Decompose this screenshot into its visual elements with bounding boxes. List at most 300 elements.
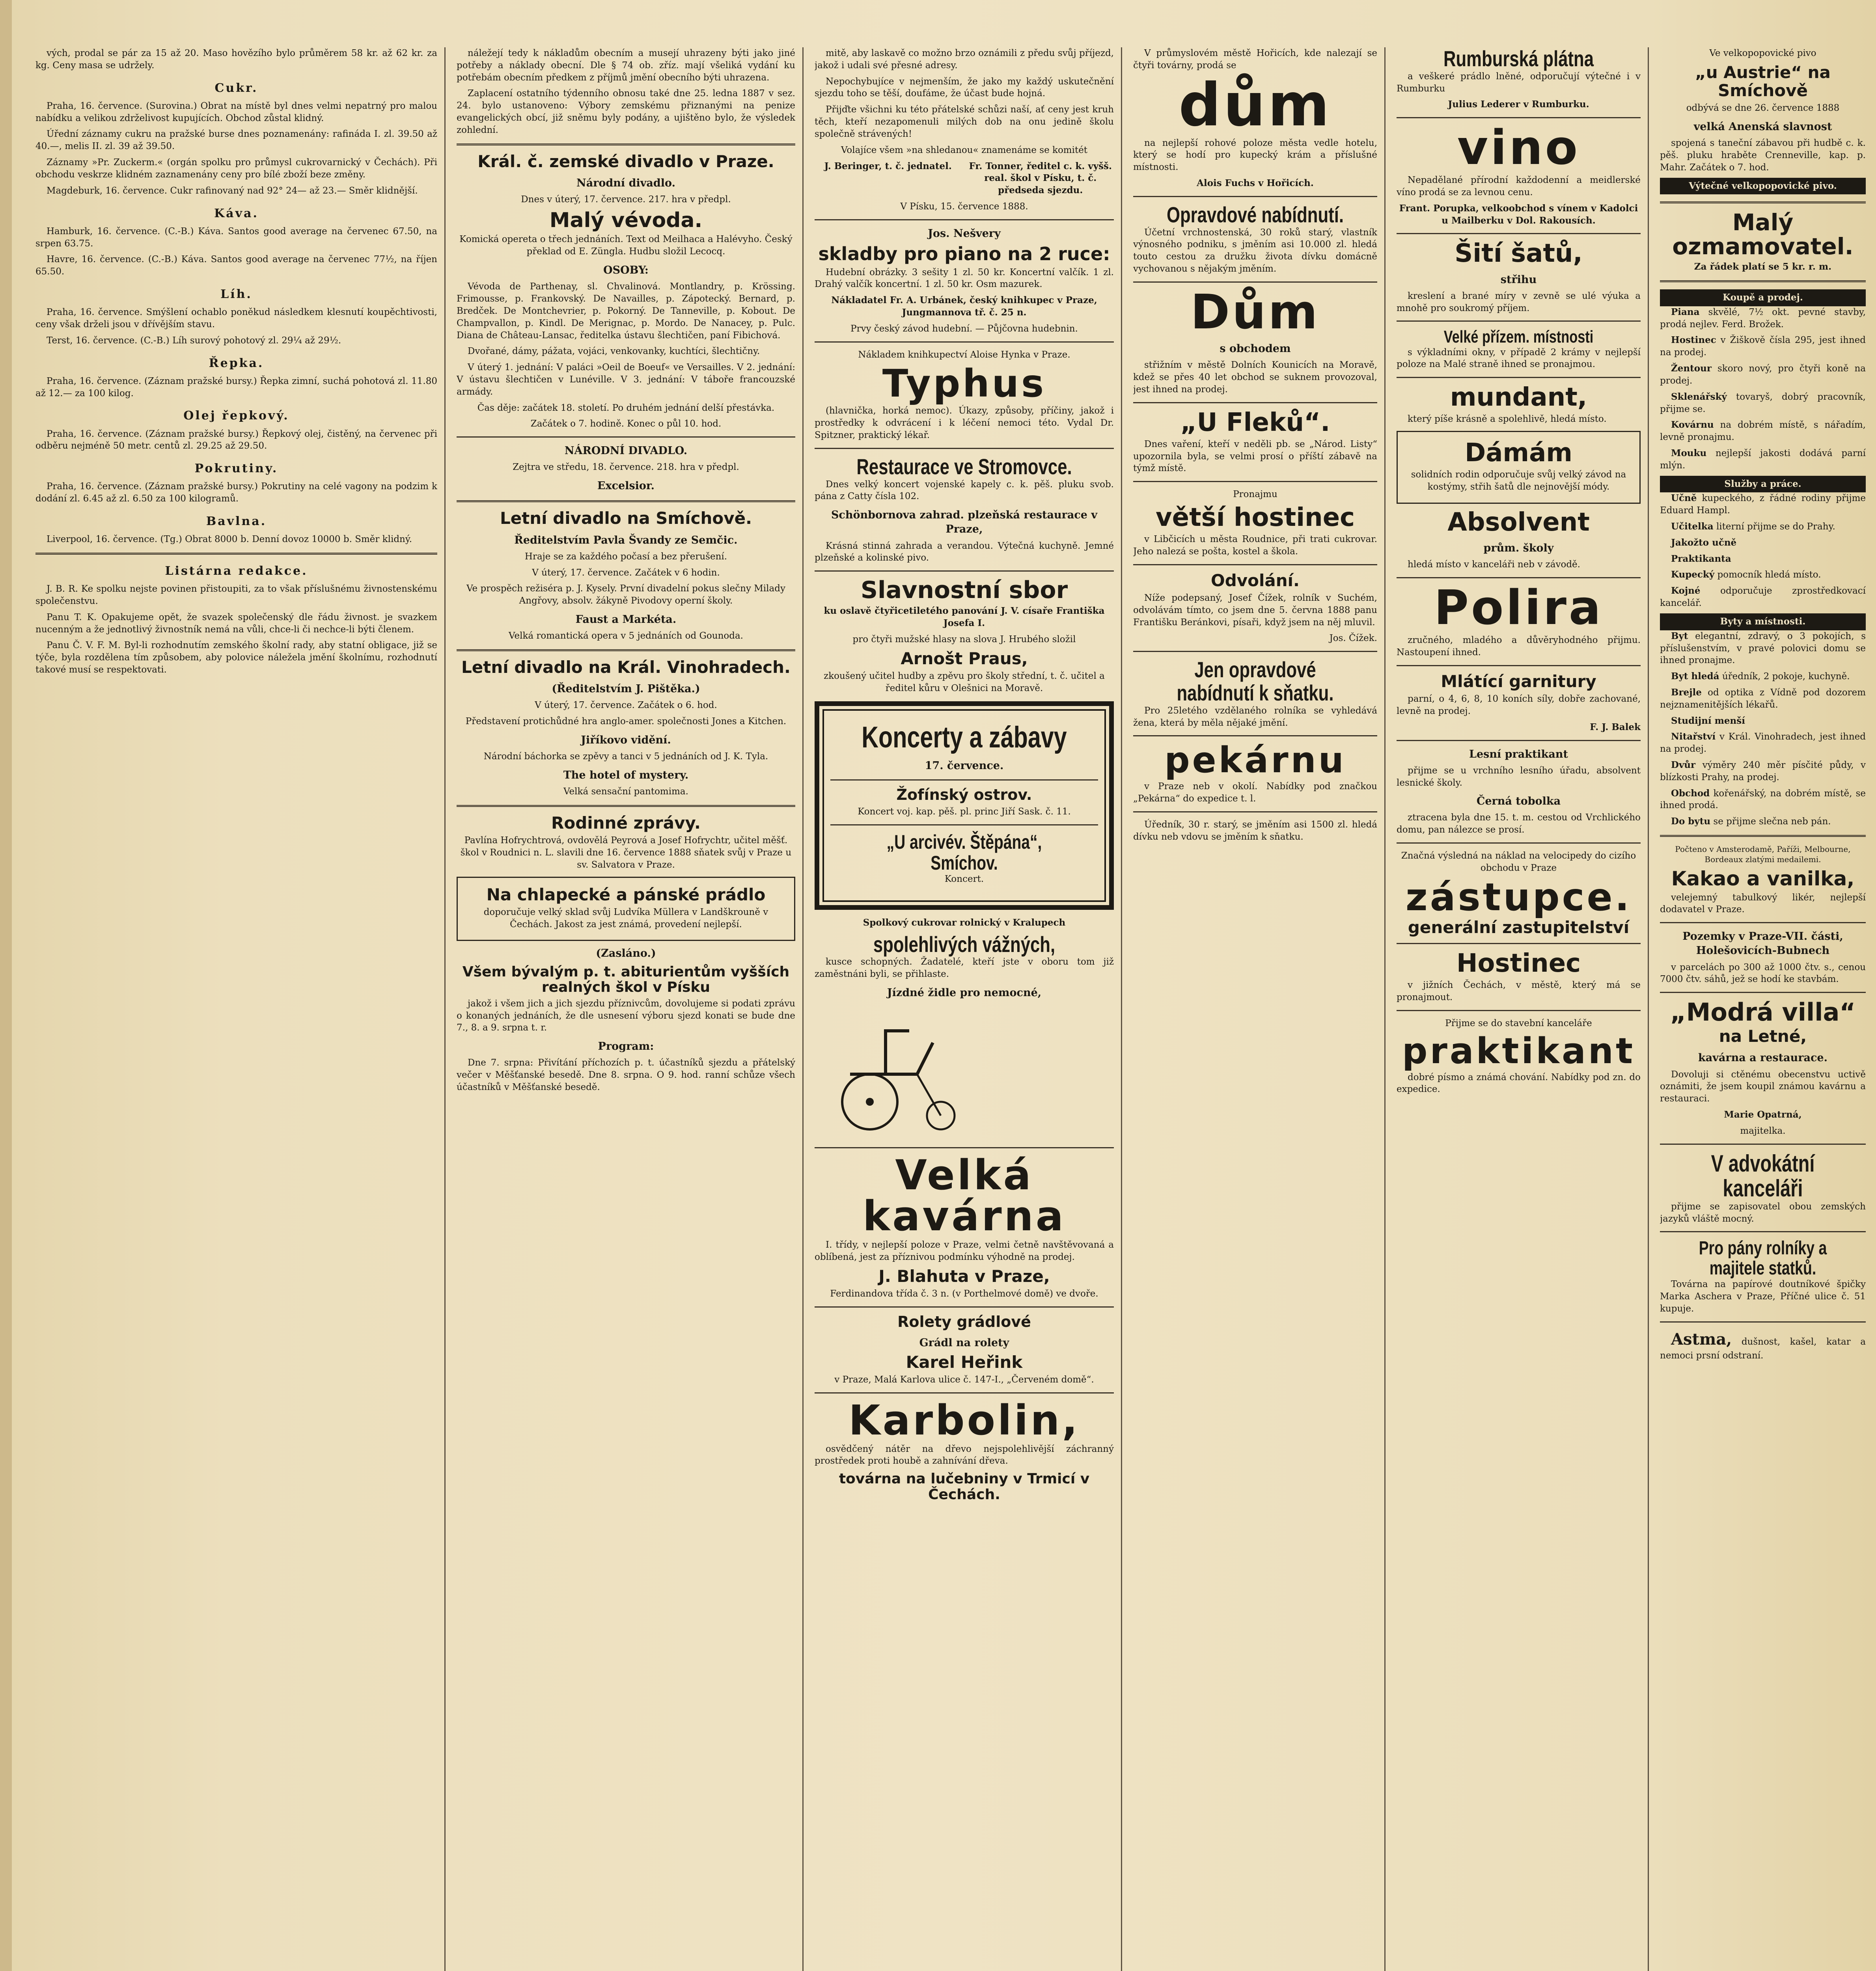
- wine-title: vino: [1457, 121, 1580, 176]
- linen-title: Na chlapecké a pánské prádlo: [486, 885, 766, 904]
- house1-title: dům: [1179, 71, 1332, 140]
- family-p1: Pavlína Hofrychtrová, ovdovělá Peyrová a Josef Hofrychtr, učitel měšť. škol v Roudnici n. L. slavili dne 16. července 1888 sňatek svůj v Praze u sv. Salvatora v Praze.: [460, 835, 792, 870]
- divider: [1660, 1144, 1866, 1145]
- hynek-publisher: Nákladem knihkupectví Aloise Hynka v Praze.: [858, 349, 1070, 360]
- study-room: Studijní menší: [1671, 715, 1745, 726]
- piano-ad: [1660, 306, 1866, 331]
- sugar-heading: Cukr.: [214, 81, 258, 95]
- alumni-p6: Volajíce všem »na shledanou« znamenáme se komitét: [841, 145, 1088, 155]
- theatre-note: Dvořané, dámy, pážata, vojáci, venkovanky, kuchtíci, šlechtičny.: [468, 346, 760, 357]
- school-p1: náležejí tedy k nákladům obecním a musejí uhrazeny býti jako jiné potřeby a náklady obecní. Dle § 74 ob. zříz. mají všeliká vydání ku potřebám obecním předkem z příjmů jmění obecního býti uhrazena.: [457, 48, 795, 83]
- vinohrady-p1: V úterý, 17. července. Začátek o 6. hod.: [535, 700, 717, 711]
- smichov-title: Letní divadlo na Smíchově.: [500, 509, 752, 528]
- alumni-p2: Dne 7. srpna: Přivítání příchozích p. t. účastníků sjezdu a přátelský večer v Měšťanské besedě. Dne 8. srpna. O 9. hod. ranní schůze všech účastníků v Měšťanské besedě.: [457, 1058, 795, 1092]
- divider: [1660, 201, 1866, 203]
- alumni-title: Všem bývalým p. t. abiturientům vyšších realných škol v Písku: [462, 963, 790, 996]
- teacher-text: literní přijme se do Prahy.: [1716, 522, 1835, 532]
- alumni-p1: jakož i všem jich a jich sjezdu příznivcům, dovolujeme si podati zprávu o konaných jednáních, že dle usnesení výboru sjezd konati se bude dne 7., 8. a 9. srpna t. r.: [457, 998, 795, 1033]
- threshers-text: parní, o 4, 6, 8, 10 koních síly, dobře zachované, levně na prodej.: [1397, 694, 1641, 716]
- smithy-text: na dobrém místě, s nářadím, levně pronajmu.: [1660, 420, 1866, 443]
- bicycle-text: Značná výsledná na náklad na velocipedy do cizího obchodu v Praze: [1401, 851, 1636, 873]
- lodging-ad: [1660, 816, 1866, 828]
- house1-contact: Alois Fuchs v Hořicích.: [1197, 178, 1314, 189]
- column-2: [457, 47, 804, 1971]
- trainee-intro: Přijme se do stavební kanceláře: [1445, 1018, 1592, 1028]
- nurse-text: odporučuje zprostředkovací kancelář.: [1660, 586, 1866, 609]
- divider: [1133, 651, 1377, 652]
- divider: [1397, 1010, 1641, 1011]
- farmers-title: Pro pány rolníky a majitele statků.: [1699, 1238, 1827, 1279]
- page-edge: [0, 0, 12, 1971]
- divider: [457, 805, 795, 807]
- inn3-word: Hostinec: [1671, 335, 1716, 346]
- theatre-close: Začátek o 7. hodině. Konec o půl 10. hod.: [530, 419, 722, 429]
- columns: [35, 47, 1866, 1971]
- lodging-word: Do bytu: [1671, 816, 1711, 827]
- glazier-ad: [1660, 391, 1866, 415]
- letters-p2: Panu T. K. Opakujeme opět, že svazek společenský dle řádu živnost. je svazkem nucenným a že jednotlivý živnostník nemá na vůli, chce-li či nechce-li býti členem.: [35, 612, 437, 635]
- inn2-title: Hostinec: [1456, 948, 1581, 978]
- theatre-subtitle: Národní divadlo.: [576, 177, 675, 189]
- flour-text: nejlepší jakosti dodává parní mlýn.: [1660, 448, 1866, 471]
- apprentice-text: kupeckého, z řádné rodiny přijme Eduard Hampl.: [1660, 493, 1866, 516]
- bakery-title: pekárnu: [1164, 740, 1346, 781]
- column-1: [35, 47, 446, 1971]
- farm-word: Dvůr: [1671, 760, 1696, 771]
- porupka: Frant. Porupka, velkoobchod s vínem v Kadolci u Mailberku v Dol. Rakousích.: [1399, 203, 1638, 226]
- threshers-title: Mlátící garnitury: [1441, 671, 1596, 691]
- letters-p3: Panu Č. V. F. M. Byl-li rozhodnutím zemského školní rady, aby statní obligace, již se týče, byla rozdělena tím způsobem, aby polovice náležela jmění školnímu, rozhodnutí takové musí se respektovati.: [35, 640, 437, 675]
- shop-word: Obchod: [1671, 788, 1710, 799]
- nurse-word: Kojné: [1671, 585, 1701, 596]
- beer-banner: Výtečné velkopopovické pivo.: [1660, 178, 1866, 195]
- typhus-title: Typhus: [882, 361, 1046, 406]
- anna-feast: velká Anenská slavnost: [1693, 121, 1832, 133]
- horse-mill-ad: [1660, 363, 1866, 387]
- arcivevoda-title: „U arcivév. Štěpána“, Smíchov.: [886, 831, 1042, 874]
- concerts-date: 17. července.: [925, 760, 1004, 772]
- zofin-text: Koncert voj. kap. pěš. pl. princ Jiří Sask. č. 11.: [858, 807, 1071, 817]
- divider: [1397, 320, 1641, 322]
- nd-play: Excelsior.: [597, 480, 655, 492]
- clerk-text: pomocník hledá místo.: [1717, 570, 1821, 580]
- program-heading: Program:: [598, 1040, 654, 1053]
- rent-label: Pronajmu: [1233, 489, 1277, 500]
- teacher-word: Učitelka: [1671, 521, 1714, 532]
- blue-villa-subtitle: na Letné,: [1719, 1026, 1807, 1046]
- divider: [815, 1306, 1114, 1308]
- glasses-ad: [1660, 687, 1866, 711]
- trainee-word: Praktikanta: [1671, 553, 1731, 564]
- housing-banner: Byty a místnosti.: [1660, 613, 1866, 630]
- linen-rumburk-text: a veškeré prádlo lněné, odporučují výtečné i v Rumburku: [1397, 71, 1641, 94]
- shop-text: kořenářský, na dobrém místě, se ihned prodá.: [1660, 788, 1866, 811]
- arcivevoda-text: Koncert.: [944, 874, 984, 885]
- vinohrady-play2: The hotel of mystery.: [563, 769, 689, 781]
- austria-title: „u Austrie“ na Smíchově: [1695, 62, 1831, 100]
- theatre-acts: V úterý 1. jednání: V paláci »Oeil de Boeuf« ve Versailles. V 2. jednání: V ústavu šlechtičen v Lunéville. V 3. jednání: V táboře francouzské armády.: [457, 362, 795, 397]
- divider: [1397, 233, 1641, 234]
- herink-text: v Praze, Malá Karlova ulice č. 147-I., „Červeném domě“.: [834, 1374, 1094, 1385]
- divider: [830, 824, 1098, 825]
- divider: [1133, 402, 1377, 403]
- shops-title: Velké přízem. místnosti: [1443, 327, 1594, 347]
- composer: Arnošt Praus,: [901, 648, 1028, 668]
- marriage-title: Jen opravdové nabídnutí k sňatku.: [1177, 657, 1334, 706]
- divider: [1397, 842, 1641, 844]
- divider: [1397, 117, 1641, 118]
- law-office-title: V advokátní kanceláři: [1711, 1150, 1815, 1202]
- flat-ad: [1660, 630, 1866, 667]
- apprentice-word: Učně: [1671, 493, 1697, 504]
- smichov-p3: Ve prospěch režiséra p. J. Kysely. První divadelní pokus slečny Milady Angřovy, absolv. žákyně Pivodovy operní školy.: [466, 583, 785, 606]
- marriage-text: Pro 25letého vzdělaného rolníka se vyhledává žena, která by měla nějaké jmění.: [1133, 705, 1377, 728]
- concerts-box: [815, 701, 1114, 909]
- austria-date: odbývá se dne 26. července 1888: [1686, 103, 1840, 114]
- theatre-title: Král. č. zemské divadlo v Praze.: [477, 151, 774, 171]
- house2-subtitle: s obchodem: [1220, 342, 1291, 355]
- vinohrady-play: Jiříkovo vidění.: [581, 734, 671, 746]
- cast-list: Vévoda de Parthenay, sl. Chvalinová. Montlandry, p. Krössing. Frimousse, p. Frankovský. De Navailles, p. Zápotecký. Bernard, p. Bredček. De Montchevrier, p. Pokorný. De Tanneville, p. Kobout. De Champvallon, p. Kindl. De Merignac, p. Mordo. De Nanacey, p. Pulc. Diana de Château-Lansac, ředitelka ústavu šlechtičen, paní Fibichová.: [457, 281, 795, 341]
- blahuta-title: J. Blahuta v Praze,: [878, 1266, 1050, 1286]
- divider: [1397, 377, 1641, 378]
- asthma-text: dušnost, kašel, katar a nemoci prsní odstraní.: [1660, 1336, 1866, 1361]
- divider: [1660, 280, 1866, 282]
- coffee-p2: Havre, 16. července. (C.-B.) Káva. Santos good average na červenec 77½, na říjen 65.50.: [35, 254, 437, 277]
- smithy-word: Kovárnu: [1671, 419, 1714, 430]
- vinohrady-p4: Velká sensační pantomima.: [563, 786, 688, 797]
- farm-ad: [1660, 759, 1866, 784]
- tailoring-text: kreslení a brané míry v zevně se ulé výuka a mnohě pro soukromý příjem.: [1397, 291, 1641, 313]
- retraction-sign: Jos. Čížek.: [1329, 633, 1377, 644]
- apprentice-ad: [1660, 492, 1866, 517]
- blue-villa-title: „Modrá villa“: [1670, 998, 1856, 1027]
- horse-mill-text: skoro nový, pro čtyři koně na prodej.: [1660, 363, 1866, 386]
- sugar-p4: Magdeburk, 16. července. Cukr rafinovaný nad 92° 24— až 23.— Směr klidnější.: [47, 185, 418, 196]
- divider: [1133, 811, 1377, 812]
- foreman-text: zručného, mladého a důvěryhodného přijmu. Nastoupení ihned.: [1397, 635, 1641, 658]
- representation-title: generální zastupitelství: [1408, 917, 1630, 937]
- divider: [815, 219, 1114, 220]
- wheelchair-title: Jízdné židle pro nemocné,: [887, 987, 1042, 999]
- composer-text: zkoušený učitel hudby a zpěvu pro školy střední, t. č. učitel a ředitel kůru v Olešnici na Moravě.: [824, 671, 1105, 693]
- house2-title: Dům: [1190, 285, 1320, 340]
- oil-p1: Praha, 16. července. (Záznam pražské bursy.) Řepkový olej, čistěný, na červenec při odběru nejméně 50 metr. centů zl. 29.25 až 29.50.: [35, 428, 437, 451]
- cocoa-text: velejemný tabulkový likér, nejlepší dodavatel v Praze.: [1660, 892, 1866, 915]
- shops-text: s výkladními okny, v případě 2 krámy v nejlepší poloze na Malé straně ihned se pronajmou.: [1397, 347, 1641, 370]
- bakery-text: v Praze neb v okolí. Nabídky pod značkou „Pekárna“ do expedice t. l.: [1133, 781, 1377, 804]
- divider: [1133, 281, 1377, 283]
- smithy-ad: [1660, 419, 1866, 443]
- austria-text: spojená s taneční zábavou při hudbě c. k. pěš. pluku hraběte Crenneville, kap. p. Mahr. Začátek o 7. hod.: [1660, 138, 1866, 173]
- divider: [1397, 943, 1641, 944]
- blinds-subtitle: Grádl na rolety: [919, 1336, 1009, 1349]
- composer-name: Jos. Nešvery: [928, 227, 1001, 240]
- sugar-p2: Úřední záznamy cukru na pražské burse dnes poznamenány: rafináda I. zl. 39.50 až 40.—, melis II. zl. 39 až 39.50.: [35, 129, 437, 152]
- carbolineum-title: Karbolin,: [848, 1396, 1080, 1444]
- garden-text: Krásná stinná zahrada a verandou. Výtečná kuchyně. Jemné plzeňské a kolinské pivo.: [815, 540, 1114, 563]
- divider: [1397, 740, 1641, 741]
- cotton-p1: Liverpool, 16. července. (Tg.) Obrat 8000 b. Denní dovoz 10000 b. Směr klidný.: [47, 534, 412, 545]
- threadshop-ad: [1660, 731, 1866, 755]
- flat-wanted-ad: [1660, 671, 1866, 683]
- divider: [830, 779, 1098, 781]
- flek-text: Dnes vaření, kteří v neděli pb. se „Národ. Listy“ upozornila byla, se velmi prosí o příští zábavě na týmž místě.: [1133, 439, 1377, 474]
- flat-word: Byt: [1671, 630, 1688, 641]
- chorus-text: pro čtyři mužské hlasy na slova J. Hrubého složil: [852, 634, 1076, 645]
- lodging-text: se přijme slečna neb pán.: [1713, 816, 1831, 827]
- column-6: [1660, 47, 1873, 1971]
- publisher: Nákladatel Fr. A. Urbánek, český knihkupec v Praze, Jungmannova tř. č. 25 n.: [831, 295, 1097, 318]
- farm-text: výměry 240 měr písčité půdy, v blízkosti Prahy, na prodej.: [1660, 760, 1866, 782]
- graduate-subtitle: prům. školy: [1483, 542, 1554, 555]
- divider: [1397, 665, 1641, 666]
- piano-title: skladby pro piano na 2 ruce:: [818, 243, 1110, 265]
- lederer: Julius Lederer v Rumburku.: [1448, 99, 1589, 110]
- divider: [457, 143, 795, 145]
- spirit-heading: Líh.: [220, 287, 252, 301]
- inn-text: v Libčicích u města Roudnice, při trati cukrovar. Jeho nalezá se pošta, kostel a škola.: [1133, 534, 1377, 557]
- forestry-text: přijme se u vrchního lesního úřadu, absolvent lesnické školy.: [1397, 765, 1641, 788]
- glasses-text: od optika z Vídně pod dozorem nejznamenitějších lékařů.: [1660, 687, 1866, 710]
- vinohrady-title: Letní divadlo na Král. Vinohradech.: [461, 657, 791, 677]
- shop-ad: [1660, 788, 1866, 812]
- opatrna: Marie Opatrná,: [1724, 1109, 1802, 1120]
- house2-text: střižním v městě Dolních Kounicích na Moravě, kdež se přes 40 let obchod se suknem provozoval, jest ihned na prodej.: [1133, 360, 1377, 395]
- flat-text: elegantní, zdravý, o 3 pokojích, s příslušenstvím, v pravé polovici domu se ihned pronajme.: [1660, 631, 1866, 666]
- scales-text: kusce schopných. Žadatelé, kteří jste v oboru tom již zaměstnáni byli, se přihlaste.: [815, 957, 1114, 980]
- austria-top: Ve velkopopovické pivo: [1709, 48, 1816, 58]
- divider: [1133, 196, 1377, 197]
- linen-text: doporučuje velký sklad svůj Ludvíka Müllera v Landškrouně v Čechách. Jakost za jest známá, provedení nejlepší.: [483, 907, 768, 930]
- nd-title: NÁRODNÍ DIVADLO.: [564, 445, 688, 457]
- tailoring-subtitle: střihu: [1500, 273, 1537, 286]
- medals-text: Počteno v Amsterodamě, Paříži, Melbourne, Bordeaux zlatými medailemi.: [1675, 844, 1851, 864]
- market-intro: vých, prodal se pár za 15 až 20. Maso hovězího bylo průměrem 58 kr. až 62 kr. za kg. Ceny masa se udržely.: [35, 48, 437, 71]
- law-office-text: přijme se zapisovatel obou zemských jazyků vláště mocný.: [1660, 1201, 1866, 1224]
- buy-sell-banner: Koupě a prodej.: [1660, 289, 1866, 306]
- glazier-word: Sklenářský: [1671, 391, 1727, 402]
- scribe-title: mundant,: [1450, 383, 1587, 412]
- inn3-text: v Žiškově čísla 295, jest ihned na prodej.: [1660, 335, 1866, 358]
- divider: [1660, 922, 1866, 923]
- blue-villa-subtitle2: kavárna a restaurace.: [1698, 1052, 1828, 1064]
- trainee-text: dobré písmo a známá chování. Nabídky pod zn. do expedice.: [1397, 1072, 1641, 1095]
- wine-text: Nepadělané přírodní každodenní a meidlerské víno prodá se za levnou cenu.: [1397, 175, 1641, 198]
- vinohrady-subtitle: (Ředitelstvím J. Pištěka.): [552, 683, 700, 695]
- foreman-title: Polira: [1434, 581, 1603, 636]
- divider: [1660, 1231, 1866, 1232]
- sent-heading: (Zasláno.): [596, 947, 656, 960]
- asthma-word: Astma,: [1671, 1330, 1732, 1349]
- restaurant-text: Dnes velký koncert vojenské kapely c. k. pěš. pluku svob. pána z Catty čísla 102.: [815, 479, 1114, 502]
- oilcake-p1: Praha, 16. července. (Záznam pražské bursy.) Pokrutiny na celé vagony na podzim k dodání zl. 6.45 až zl. 6.50 za 100 kilogramů.: [35, 481, 437, 504]
- divider: [35, 553, 437, 555]
- ladies-text: solidních rodin odporučuje svůj velký závod na kostýmy, střih šatů dle nejnovější módy.: [1411, 469, 1626, 492]
- cafe-text: I. třídy, v nejlepší poloze v Praze, velmi četně navštěvovaná a oblíbená, jest za příznivou podmínku výhodně na prodej.: [815, 1240, 1114, 1262]
- forestry-title: Lesní praktikant: [1469, 748, 1568, 760]
- opatrna-role: majitelka.: [1740, 1125, 1786, 1136]
- herink-title: Karel Heřink: [906, 1352, 1023, 1372]
- vinohrady-p2: Představení protichůdné hra anglo-amer. společnosti Jones a Kitchen.: [465, 716, 787, 727]
- land-title: Pozemky v Praze-VII. části, Holešovicích-Bubnech: [1682, 930, 1843, 957]
- family-title: Rodinné zprávy.: [551, 813, 701, 833]
- school-p2: Zaplacení ostatního týdenního obnosu také dne 25. ledna 1887 v sez. 24. bylo ustanoveno: Výbory zemskému přiznanými na penize evangelických obcí, již sněmu byly podány, a ujištěno bylo, že výsledek zohlední.: [457, 88, 795, 135]
- threadshop-text: v Král. Vinohradech, jest ihned na prodej.: [1660, 732, 1866, 754]
- cocoa-title: Kakao a vanilka,: [1671, 867, 1855, 890]
- linen-ad: [457, 877, 795, 941]
- alumni-p4: Nepochybujíce v nejmenším, že jako my každý uskutečnění sjezdu toho se těší, doufáme, že účast bude hojná.: [815, 76, 1114, 99]
- offer-text: Účetní vrchnostenská, 30 roků starý, vlastník výnosného podniku, s jměním asi 10.000 zl. hledá touto cestou za družku života dívku domácně vychovanou s nějakým jměním.: [1133, 227, 1377, 274]
- offer-title: Opravdové nabídnutí.: [1167, 202, 1344, 227]
- piano-text: Hudební obrázky. 3 sešity 1 zl. 50 kr. Koncertní valčík. 1 zl. Drahý valčík koncertní. 1 zl. 50 kr. Osm mazurek.: [815, 267, 1114, 290]
- divider: [1660, 1321, 1866, 1323]
- cafe-title: Velká kavárna: [863, 1151, 1066, 1241]
- publisher-note: Prvy český závod hudební. — Půjčovna hudebnin.: [850, 323, 1078, 334]
- sugar-p1: Praha, 16. července. (Surovina.) Obrat na místě byl dnes velmi nepatrný pro malou nabídku a velikou zdrželivost kupujících. Obchod zůstal klidný.: [35, 101, 437, 123]
- inn3-ad: [1660, 334, 1866, 359]
- signature-1: J. Beringer, t. č. jednatel.: [824, 160, 952, 171]
- signatures: [815, 160, 1114, 201]
- farmers-text: Továrna na papírové doutníkové špičky Marka Aschera v Praze, Příčné ulice č. 51 kupuje.: [1660, 1279, 1866, 1314]
- blue-villa-text: Dovoluji si ctěnému obecenstvu uctivě oznámiti, že jsem koupil známou kavárnu a restauraci.: [1660, 1069, 1866, 1104]
- piano-text: skvělé, 7½ okt. pevné stavby, prodá nejlev. Ferd. Brožek.: [1660, 307, 1866, 330]
- divider: [457, 436, 795, 438]
- as-apprentice: Jakožto učně: [1671, 537, 1737, 548]
- linen-rumburk-title: Rumburská plátna: [1443, 47, 1594, 71]
- column-4: [1133, 47, 1386, 1971]
- scales-title: spolehlivých vážných,: [873, 931, 1055, 957]
- cotton-heading: Bavlna.: [206, 514, 267, 528]
- divider: [1133, 735, 1377, 736]
- chorus-title: Slavnostní sbor: [860, 576, 1068, 604]
- glazier-text: tovaryš, dobrý pracovník, přijme se.: [1660, 391, 1866, 414]
- smichov-p4: Velká romantická opera v 5 jednáních od Gounoda.: [509, 631, 743, 641]
- smichov-p1: Hraje se za každého počasí a bez přerušení.: [524, 551, 727, 562]
- column-5: [1397, 47, 1649, 1971]
- wallet-title: Černá tobolka: [1476, 795, 1561, 808]
- retraction-title: Odvolání.: [1211, 570, 1300, 590]
- vinohrady-p3: Národní báchorka se zpěvy a tanci v 5 jednáních od J. K. Tyla.: [483, 751, 768, 762]
- divider: [815, 1147, 1114, 1148]
- scribe-text: který píše krásně a spolehlivě, hledá místo.: [1408, 414, 1607, 425]
- signature-place: V Písku, 15. července 1888.: [900, 201, 1028, 212]
- flat-wanted-text: úředník, 2 pokoje, kuchyně.: [1722, 671, 1850, 682]
- divider: [1660, 992, 1866, 993]
- rapeseed-p1: Praha, 16. července. (Záznam pražské bursy.) Řepka zimní, suchá pohotová zl. 11.80 až 12.— za 100 kilog.: [35, 376, 437, 399]
- house1-intro: V průmyslovém městě Hořicích, kde nalezají se čtyři továrny, prodá se: [1133, 48, 1377, 71]
- oilcake-heading: Pokrutiny.: [194, 462, 278, 476]
- smichov-subtitle: Ředitelstvím Pavla Švandy ze Semčic.: [514, 534, 738, 546]
- blahuta-text: Ferdinandova třída č. 3 n. (v Porthelmové domě) ve dvoře.: [830, 1288, 1098, 1299]
- house1-text: na nejlepší rohové poloze města vedle hotelu, který se hodí pro kupecký krám a příslušné místnosti.: [1133, 138, 1377, 173]
- divider: [457, 649, 795, 651]
- graduate-title: Absolvent: [1447, 508, 1590, 537]
- divider: [1133, 564, 1377, 565]
- chorus-subtitle: ku oslavě čtyřicetiletého panování J. V. císaře Františka Josefa I.: [824, 605, 1105, 629]
- spirit-p2: Terst, 16. července. (C.-B.) Líh surový pohotový zl. 29¼ až 29½.: [47, 335, 341, 346]
- clerk-word: Kupecký: [1671, 569, 1715, 580]
- divider: [1397, 577, 1641, 578]
- zofin-title: Žofínský ostrov.: [896, 786, 1032, 804]
- flour-word: Mouku: [1671, 447, 1707, 458]
- horse-mill-word: Žentour: [1671, 363, 1712, 374]
- glasses-word: Brejle: [1671, 687, 1702, 698]
- coffee-heading: Káva.: [214, 206, 259, 220]
- graduate-text: hledá místo v kanceláři neb v závodě.: [1408, 559, 1580, 570]
- flour-ad: [1660, 447, 1866, 472]
- flat-wanted-word: Byt hledá: [1671, 671, 1719, 682]
- threadshop-word: Nitařství: [1671, 731, 1716, 742]
- theatre-play: Malý vévoda.: [549, 208, 703, 232]
- divider: [815, 448, 1114, 449]
- carbolineum-text: osvědčený nátěr na dřevo nejspolehlivější záchranný prostředek proti houbě a zahnívání dřeva.: [815, 1444, 1114, 1466]
- alumni-p5: Přijďte všichni ku této přátelské schůzi naší, ať ceny jest kruh těch, kteří nezapomenuli milých dob na onu jedině školu společně strávených!: [815, 104, 1114, 139]
- ladies-ad: [1397, 431, 1641, 504]
- letters-heading: Listárna redakce.: [165, 564, 308, 578]
- ladies-title: Dámám: [1465, 438, 1572, 468]
- inn2-text: v jižních Čechách, v městě, který má se pronajmout.: [1397, 980, 1641, 1002]
- coffee-p1: Hamburk, 16. července. (C.-B.) Káva. Santos good average na červenec 67.50, na srpen 63.75.: [35, 226, 437, 249]
- nd-line: Zejtra ve středu, 18. července. 218. hra v předpl.: [513, 462, 739, 473]
- divider: [1660, 835, 1866, 837]
- spirit-p1: Praha, 16. července. Smýšlení ochablo poněkud následkem klesnutí koupěchtivosti, ceny však drželi jsou v dřívějším stavu.: [35, 307, 437, 330]
- balek: F. J. Balek: [1590, 721, 1641, 732]
- divider: [815, 1392, 1114, 1393]
- divider: [457, 500, 795, 502]
- wallet-text: ztracena byla dne 15. t. m. cestou od Vrchlického domu, pan nálezce se prosí.: [1397, 812, 1641, 835]
- smichov-p2: V úterý, 17. července. Začátek v 6 hodin.: [532, 567, 720, 578]
- jobs-banner: Služby a práce.: [1660, 476, 1866, 493]
- piano-word: Piana: [1671, 306, 1700, 317]
- oil-heading: Olej řepkový.: [183, 409, 289, 423]
- teacher-ad: [1660, 521, 1866, 533]
- divider: [815, 341, 1114, 343]
- factory-title: továrna na lučebniny v Trmicí v Čechách.: [839, 1471, 1090, 1503]
- theatre-date: Dnes v úterý, 17. července. 217. hra v předpl.: [521, 194, 731, 205]
- classifieds-title: Malý ozmamovatel.: [1672, 209, 1854, 260]
- sugar-factory: Spolkový cukrovar rolnický v Kralupech: [863, 917, 1066, 928]
- concerts-title: Koncerty a zábavy: [862, 721, 1067, 754]
- cast-heading: OSOBY:: [603, 264, 649, 277]
- smichov-play: Faust a Markéta.: [575, 613, 677, 626]
- retraction-text: Níže podepsaný, Josef Čížek, rolník v Suchém, odvolávám tímto, co jsem dne 5. června 1888 panu Františku Beránkovi, písaři, když jsem na něj mluvil.: [1133, 592, 1377, 628]
- column-3: [815, 47, 1122, 1971]
- theatre-times: Čas děje: začátek 18. století. Po druhém jednání delší přestávka.: [477, 402, 775, 413]
- letters-p1: J. B. R. Ke spolku nejste povinen přistoupiti, za to však příslušnému živnostenskému společenstvu.: [35, 584, 437, 606]
- clerk-text: Úředník, 30 r. starý, se jměním asi 1500 zl. hledá dívku neb vdovu se jměním k sňatku.: [1133, 820, 1377, 842]
- trainee-title: praktikant: [1402, 1030, 1635, 1072]
- nurse-ad: [1660, 585, 1866, 609]
- divider: [815, 570, 1114, 572]
- tailoring-title: Šití šatů,: [1455, 239, 1583, 268]
- sugar-p3: Záznamy »Pr. Zuckerm.« (orgán spolku pro průmysl cukrovarnický v Čechách). Při obchodu veskrze klidném zaznamenány ceny pro bílé zboží beze změny.: [35, 157, 437, 180]
- flek-title: „U Fleků“.: [1180, 408, 1330, 437]
- alumni-p3: mitě, aby laskavě co možno brzo oznámili z předu svůj příjezd, jakož i udali své přesné adresy.: [815, 48, 1114, 71]
- garden-title: Schönbornova zahrad. plzeňská restaurace v Praze,: [831, 509, 1098, 536]
- land-text: v parcelách po 300 až 1000 čtv. s., cenou 7000 čtv. sáhů, jež se hodí ke stavbám.: [1660, 962, 1866, 985]
- asthma-ad: [1660, 1329, 1866, 1362]
- wheelchair-illustration: [815, 1007, 980, 1133]
- clerk-ad: [1660, 569, 1866, 581]
- restaurant-title: Restaurace ve Stromovce.: [856, 454, 1072, 479]
- typhus-text: (hlavnička, horká nemoc). Úkazy, způsoby, příčiny, jakož i prostředky k odvrácení i k léčení nemoci této. Vydal Dr. Spitzner, praktický lékař.: [815, 406, 1114, 441]
- blinds-title: Rolety grádlové: [897, 1313, 1031, 1330]
- divider: [1133, 481, 1377, 482]
- agent-title: zástupce.: [1405, 875, 1632, 919]
- signature-2: Fr. Tonner, ředitel c. k. vyšš. real. škol v Písku, t. č. předseda sjezdu.: [969, 160, 1112, 196]
- classifieds-price: Za řádek platí se 5 kr. r. m.: [1694, 261, 1832, 272]
